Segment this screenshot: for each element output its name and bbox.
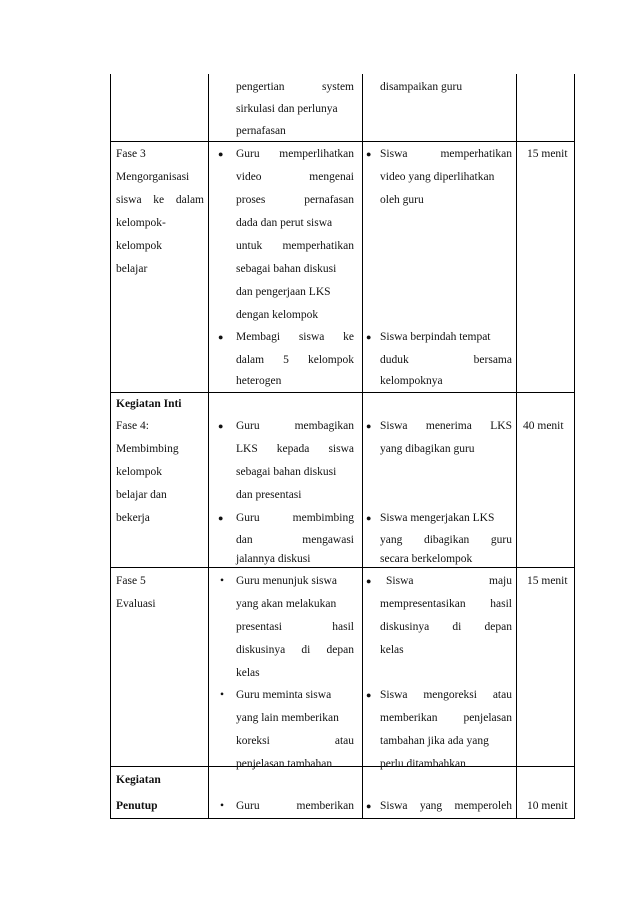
text-line: untuk memperhatikan	[236, 240, 354, 252]
row-divider-4	[110, 766, 575, 767]
section-heading: Kegiatan Inti	[116, 398, 182, 410]
text-line: Siswa menerima LKS	[380, 420, 512, 432]
text-line: kelas	[236, 667, 260, 679]
bullet-icon: ●	[366, 332, 372, 342]
duration: 10 menit	[527, 800, 568, 812]
text-line: jalannya diskusi	[236, 553, 311, 565]
text-line: Guru memperlihatkan	[236, 148, 354, 160]
text-line: bekerja	[116, 512, 150, 524]
text-line: dan presentasi	[236, 489, 302, 501]
text-line: penjelasan tambahan	[236, 758, 333, 770]
text-line: Membimbing	[116, 443, 179, 455]
text-line: Guru memberikan	[236, 800, 354, 812]
table-border-col4	[516, 74, 517, 819]
row-divider-2	[110, 392, 575, 393]
text-line: Guru menunjuk siswa	[236, 575, 337, 587]
duration: 15 menit	[527, 575, 568, 587]
text-line: dengan kelompok	[236, 309, 319, 321]
text-line: duduk bersama	[380, 354, 512, 366]
bullet-icon: ●	[366, 690, 372, 700]
text-line: kelompok	[116, 240, 162, 252]
text-line: Mengorganisasi	[116, 171, 190, 183]
text-line	[236, 80, 354, 94]
bullet-icon: ●	[366, 513, 372, 523]
text-line: dan pengerjaan LKS	[236, 286, 331, 298]
text-line: Guru meminta siswa	[236, 689, 332, 701]
bullet-icon: •	[220, 575, 225, 587]
row-divider-1	[110, 141, 575, 142]
text-line: yang dibagikan guru	[380, 534, 512, 546]
table-border-right	[574, 74, 575, 819]
bullet-icon: •	[220, 689, 225, 701]
phase-label: Fase 3	[116, 148, 146, 160]
bullet-icon: ●	[366, 801, 372, 811]
text-line: Siswa yang memperoleh	[380, 800, 512, 812]
section-heading: Kegiatan	[116, 774, 161, 786]
word: pengertian	[236, 81, 285, 93]
text-line: Guru membimbing	[236, 512, 354, 524]
text-line: Membagi siswa ke	[236, 331, 354, 343]
text-line: sebagai bahan diskusi	[236, 263, 337, 275]
text-line: disampaikan guru	[380, 81, 463, 93]
text-line: dan mengawasi	[236, 534, 354, 546]
bullet-icon: ●	[366, 421, 372, 431]
row-divider-3	[110, 567, 575, 568]
phase-label: Fase 5	[116, 575, 146, 587]
text-line: dada dan perut siswa	[236, 217, 333, 229]
text-line: mempresentasikan hasil	[380, 598, 512, 610]
text-line: perlu ditambahkan	[380, 758, 466, 770]
bullet-icon: ●	[218, 332, 224, 342]
bullet-icon: ●	[366, 576, 372, 586]
bullet-icon: ●	[218, 513, 224, 523]
text-line: presentasi hasil	[236, 621, 354, 633]
text-line: heterogen	[236, 375, 282, 387]
table-border-bottom	[110, 818, 575, 819]
duration: 15 menit	[527, 148, 568, 160]
text-line: belajar	[116, 263, 148, 275]
text-line: yang akan melakukan	[236, 598, 337, 610]
text-line: Siswa mengerjakan LKS	[380, 512, 495, 524]
text-line: secara berkelompok	[380, 553, 473, 565]
section-heading: Penutup	[116, 800, 158, 812]
phase-label: Fase 4:	[116, 420, 149, 432]
text-line: kelompok-	[116, 217, 166, 229]
text-line: Siswa maju	[386, 575, 512, 587]
bullet-icon: ●	[366, 149, 372, 159]
text-line: sirkulasi dan perlunya	[236, 103, 338, 115]
text-line: sebagai bahan diskusi	[236, 466, 337, 478]
text-line: kelas	[380, 644, 404, 656]
word: system	[322, 81, 354, 93]
text-line: belajar dan	[116, 489, 167, 501]
text-line: memberikan penjelasan	[380, 712, 512, 724]
text-line: video yang diperlihatkan	[380, 171, 495, 183]
table-border-col3	[362, 74, 363, 819]
text-line: yang dibagikan guru	[380, 443, 475, 455]
text-line: pernafasan	[236, 125, 286, 137]
text-line: Siswa mengoreksi atau	[380, 689, 512, 701]
bullet-icon: ●	[218, 421, 224, 431]
text-line: Evaluasi	[116, 598, 156, 610]
text-line: yang lain memberikan	[236, 712, 339, 724]
text-line: oleh guru	[380, 194, 424, 206]
text-line: siswa ke dalam	[116, 194, 204, 206]
text-line: tambahan jika ada yang	[380, 735, 489, 747]
text-line: proses pernafasan	[236, 194, 354, 206]
text-line: diskusinya di depan	[380, 621, 512, 633]
text-line: Siswa memperhatikan	[380, 148, 512, 160]
text-line: diskusinya di depan	[236, 644, 354, 656]
text-line: kelompok	[116, 466, 162, 478]
text-line: video mengenai	[236, 171, 354, 183]
duration: 40 menit	[523, 420, 564, 432]
text-line: Siswa berpindah tempat	[380, 331, 491, 343]
text-line: dalam 5 kelompok	[236, 354, 354, 366]
text-line: Guru membagikan	[236, 420, 354, 432]
table-border-col2	[208, 74, 209, 819]
text-line: kelompoknya	[380, 375, 443, 387]
bullet-icon: ●	[218, 149, 224, 159]
bullet-icon: •	[220, 800, 225, 812]
table-border-left	[110, 74, 111, 819]
text-line: LKS kepada siswa	[236, 443, 354, 455]
text-line: koreksi atau	[236, 735, 354, 747]
